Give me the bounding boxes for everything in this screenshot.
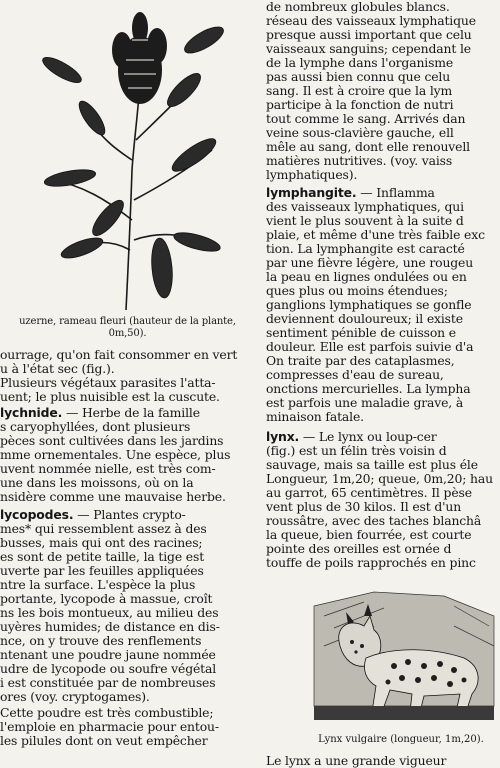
text-line: ques plus ou moins étendues; <box>266 284 448 298</box>
text-line: Plusieurs végétaux parasites l'atta- <box>0 376 216 390</box>
text-line: lymphatiques). <box>266 168 358 182</box>
text-line: nce, on y trouve des renflements <box>0 634 202 648</box>
text-line: sang. Il est à croire que la lym <box>266 84 453 98</box>
text-line: Le lynx a une grande vigueur <box>266 754 447 768</box>
text-line: ns les bois montueux, au milieu des <box>0 606 219 620</box>
text-line: de la lymphe dans l'organisme <box>266 56 454 70</box>
text-line: mêle au sang, dont elle renouvell <box>266 140 470 154</box>
headword-lychnide: lychnide. — Herbe de la famille <box>0 406 200 420</box>
text-line: u à l'état sec (fig.). <box>0 362 115 376</box>
text-line: uvent nommée nielle, est très com- <box>0 462 216 476</box>
text-line: pèces sont cultivées dans les jardins <box>0 434 224 448</box>
text-line: matières nutritives. (voy. vaiss <box>266 154 453 168</box>
text-line: onctions mercurielles. La lympha <box>266 382 471 396</box>
text-line: nsidère comme une mauvaise herbe. <box>0 490 226 504</box>
text-line: sauvage, mais sa taille est plus éle <box>266 458 478 472</box>
text-line: est parfois une maladie grave, à <box>266 396 464 410</box>
headword-lycopodes: lycopodes. — Plantes crypto- <box>0 508 186 522</box>
text-line: Cette poudre est très combustible; <box>0 706 214 720</box>
text-line: vent plus de 30 kilos. Il est d'un <box>266 500 462 514</box>
text-line: des vaisseaux lymphatiques, qui <box>266 200 464 214</box>
lynx-drawing <box>304 586 500 722</box>
text-line: par une fièvre légère, une rougeu <box>266 256 474 270</box>
text-line: la queue, bien fourrée, est courte <box>266 528 472 542</box>
text-line: es sont de petite taille, la tige est <box>0 550 205 564</box>
text-line: plaie, et même d'une très faible exc <box>266 228 485 242</box>
lynx-illustration <box>304 586 500 722</box>
text-line: au garrot, 65 centimètres. Il pèse <box>266 486 472 500</box>
text-line: ganglions lymphatiques se gonfle <box>266 298 472 312</box>
text-line: pointe des oreilles est ornée d <box>266 542 452 556</box>
text-line: de nombreux globules blancs. <box>266 0 450 14</box>
text-line: pas aussi bien connu que celu <box>266 70 451 84</box>
headword-lynx: lynx. — Le lynx ou loup-cer <box>266 430 437 444</box>
text-line: uverte par les feuilles appliquées <box>0 564 204 578</box>
text-line: la peau en lignes ondulées ou en <box>266 270 467 284</box>
text-line: compresses d'eau de sureau, <box>266 368 444 382</box>
text-line: touffe de poils rapprochés en pinc <box>266 556 476 570</box>
text-line: s caryophyllées, dont plusieurs <box>0 420 191 434</box>
text-line: On traite par des cataplasmes, <box>266 354 455 368</box>
text-line: mes* qui ressemblent assez à des <box>0 522 207 536</box>
headword-lymphangite: lymphangite. — Inflamma <box>266 186 435 200</box>
text-line: ntenant une poudre jaune nommée <box>0 648 216 662</box>
text-line: ores (voy. cryptogames). <box>0 690 150 704</box>
text-line: (fig.) est un félin très voisin d <box>266 444 447 458</box>
text-line: veine sous-clavière gauche, ell <box>266 126 454 140</box>
text-line: vient le plus souvent à la suite d <box>266 214 464 228</box>
text-line: ourrage, qu'on fait consommer en vert <box>0 348 238 362</box>
text-line: udre de lycopode ou soufre végétal <box>0 662 217 676</box>
text-line: l'emploie en pharmacie pour entou- <box>0 720 219 734</box>
lynx-figure-caption: Lynx vulgaire (longueur, 1m,20). <box>318 734 484 745</box>
text-line: i est constituée par de nombreuses <box>0 676 216 690</box>
text-line: portante, lycopode à massue, croît <box>0 592 213 606</box>
text-line: uyères humides; de distance en dis- <box>0 620 220 634</box>
text-line: tion. La lymphangite est caracté <box>266 242 465 256</box>
text-line: douleur. Elle est parfois suivie d'a <box>266 340 474 354</box>
figure-caption-line1: uzerne, rameau fleuri (hauteur de la plante, <box>19 316 236 327</box>
text-line: busses, mais qui ont des racines; <box>0 536 203 550</box>
text-line: Longueur, 1m,20; queue, 0m,20; hau <box>266 472 493 486</box>
text-line: vaisseaux sanguins; cependant le <box>266 42 471 56</box>
text-line: presque aussi important que celu <box>266 28 472 42</box>
lucerne-illustration <box>22 0 227 312</box>
text-line: uent; le plus nuisible est la cuscute. <box>0 390 220 404</box>
text-line: une dans les moissons, où on la <box>0 476 194 490</box>
text-line: sentiment pénible de cuisson e <box>266 326 456 340</box>
text-line: tout comme le sang. Arrivés dan <box>266 112 466 126</box>
text-line: deviennent douloureux; il existe <box>266 312 463 326</box>
text-line: minaison fatale. <box>266 410 364 424</box>
text-line: mme ornementales. Une espèce, plus <box>0 448 231 462</box>
text-line: participe à la fonction de nutri <box>266 98 454 112</box>
text-line: réseau des vaisseaux lymphatique <box>266 14 476 28</box>
figure-caption-line2: 0m,50). <box>108 328 147 339</box>
text-line: les pilules dont on veut empêcher <box>0 734 208 748</box>
text-line: roussâtre, avec des taches blanchâ <box>266 514 482 528</box>
lucerne-plant-drawing <box>22 0 227 312</box>
text-line: ntre la surface. L'espèce la plus <box>0 578 196 592</box>
